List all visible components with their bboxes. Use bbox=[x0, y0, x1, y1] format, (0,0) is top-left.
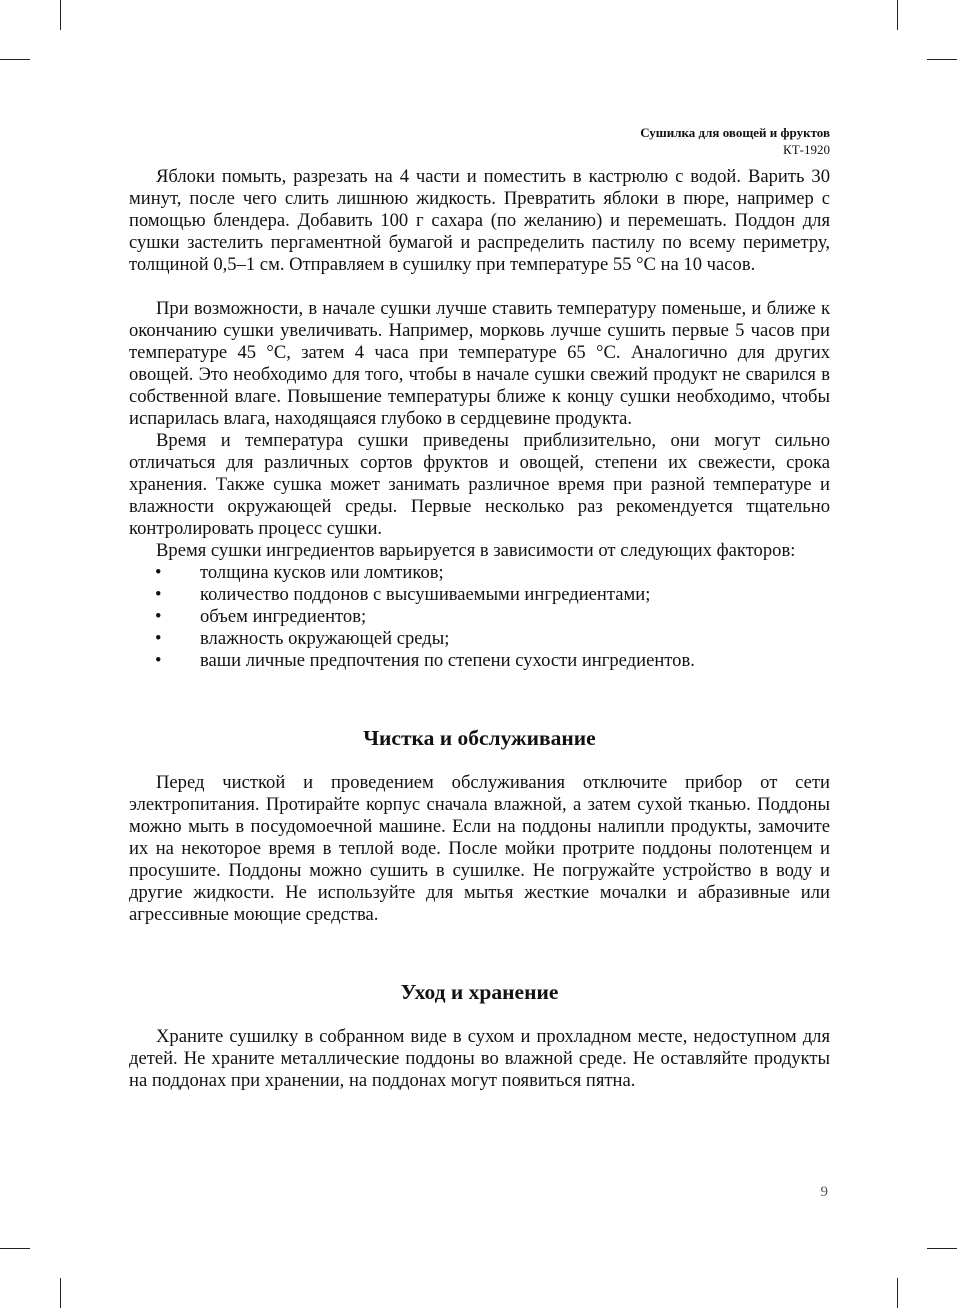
list-item bbox=[129, 628, 830, 650]
list-item bbox=[129, 606, 830, 628]
crop-mark-bottom-right-vertical bbox=[897, 1278, 898, 1308]
bullet-icon: • bbox=[155, 628, 162, 649]
list-item bbox=[129, 562, 830, 584]
storage-paragraph: Храните сушилку в собранном виде в сухом и прохладном месте, недоступном для детей. Не храните металлические поддоны во влажной среде. Не оставляйте продукты на поддонах при хранении, на поддонах могут появиться пятна. bbox=[129, 1026, 830, 1091]
list-item-text: объем ингредиентов; bbox=[200, 606, 367, 627]
bullet-icon: • bbox=[155, 584, 162, 605]
bullet-icon: • bbox=[155, 562, 162, 583]
cleaning-section-title: Чистка и обслуживание bbox=[363, 726, 596, 750]
list-item bbox=[129, 584, 830, 606]
running-header bbox=[640, 124, 830, 158]
crop-mark-bottom-left-vertical bbox=[60, 1278, 61, 1308]
time-paragraph: Время и температура сушки приведены приблизительно, они могут сильно отличаться для различных сортов фруктов и овощей, степени их свежести, срока хранения. Также сушка может занимать различное время при разной температуре и влажности окружающей среды. Первые несколько раз рекомендуется тщательно контролировать процесс сушки. bbox=[129, 430, 830, 539]
factors-list bbox=[129, 562, 830, 672]
cleaning-paragraph: Перед чисткой и проведением обслуживания отключите прибор от сети электропитания. Протирайте корпус сначала влажной, а затем сухой тканью. Поддоны можно мыть в посудомоечной машине. Если на поддоны налипли продукты, замочите их на некоторое время в теплой воде. После мойки протрите поддоны полотенцем и просушите. Поддоны можно сушить в сушилке. Не погружайте устройство в воду и другие жидкости. Не используйте для мытья жесткие мочалки и абразивные или агрессивные моющие средства. bbox=[129, 772, 830, 925]
page-number: 9 bbox=[820, 1184, 828, 1200]
factors-intro: Время сушки ингредиентов варьируется в зависимости от следующих факторов: bbox=[156, 540, 796, 561]
crop-mark-top-right-horizontal bbox=[927, 59, 957, 60]
header-model-number: КТ-1920 bbox=[783, 142, 830, 157]
crop-mark-top-left-horizontal bbox=[0, 59, 30, 60]
crop-mark-top-right-vertical bbox=[897, 0, 898, 30]
temperature-paragraph: При возможности, в начале сушки лучше ставить температуру поменьше, и ближе к окончанию сушки увеличивать. Например, морковь лучше сушить первые 5 часов при температуре 45 °C, затем 4 часа при температуре 65 °C. Аналогично для других овощей. Это необходимо для того, чтобы в начале сушки свежий продукт не сварился в собственной влаге. Повышение температуры ближе к концу сушки необходимо, чтобы испарилась влага, находящаяся глубоко в сердцевине продукта. bbox=[129, 298, 830, 429]
storage-section-title: Уход и хранение bbox=[400, 980, 559, 1004]
list-item-text: количество поддонов с высушиваемыми ингредиентами; bbox=[200, 584, 651, 605]
list-item-text: ваши личные предпочтения по степени сухости ингредиентов. bbox=[200, 650, 695, 671]
list-item-text: толщина кусков или ломтиков; bbox=[200, 562, 444, 583]
crop-mark-bottom-left-horizontal bbox=[0, 1248, 30, 1249]
header-product-title: Сушилка для овощей и фруктов bbox=[640, 125, 830, 140]
bullet-icon: • bbox=[155, 606, 162, 627]
list-item-text: влажность окружающей среды; bbox=[200, 628, 450, 649]
crop-mark-top-left-vertical bbox=[60, 0, 61, 30]
page-content bbox=[129, 166, 830, 1092]
list-item bbox=[129, 650, 830, 672]
crop-mark-bottom-right-horizontal bbox=[927, 1248, 957, 1249]
recipe-paragraph: Яблоки помыть, разрезать на 4 части и поместить в кастрюлю с водой. Варить 30 минут, после чего слить лишнюю жидкость. Превратить яблоки в пюре, например с помощью блендера. Добавить 100 г сахара (по желанию) и перемешать. Поддон для сушки застелить пергаментной бумагой и распределить пастилу по всему периметру, толщиной 0,5–1 см. Отправляем в сушилку при температуре 55 °C на 10 часов. bbox=[129, 166, 830, 275]
bullet-icon: • bbox=[155, 650, 162, 671]
